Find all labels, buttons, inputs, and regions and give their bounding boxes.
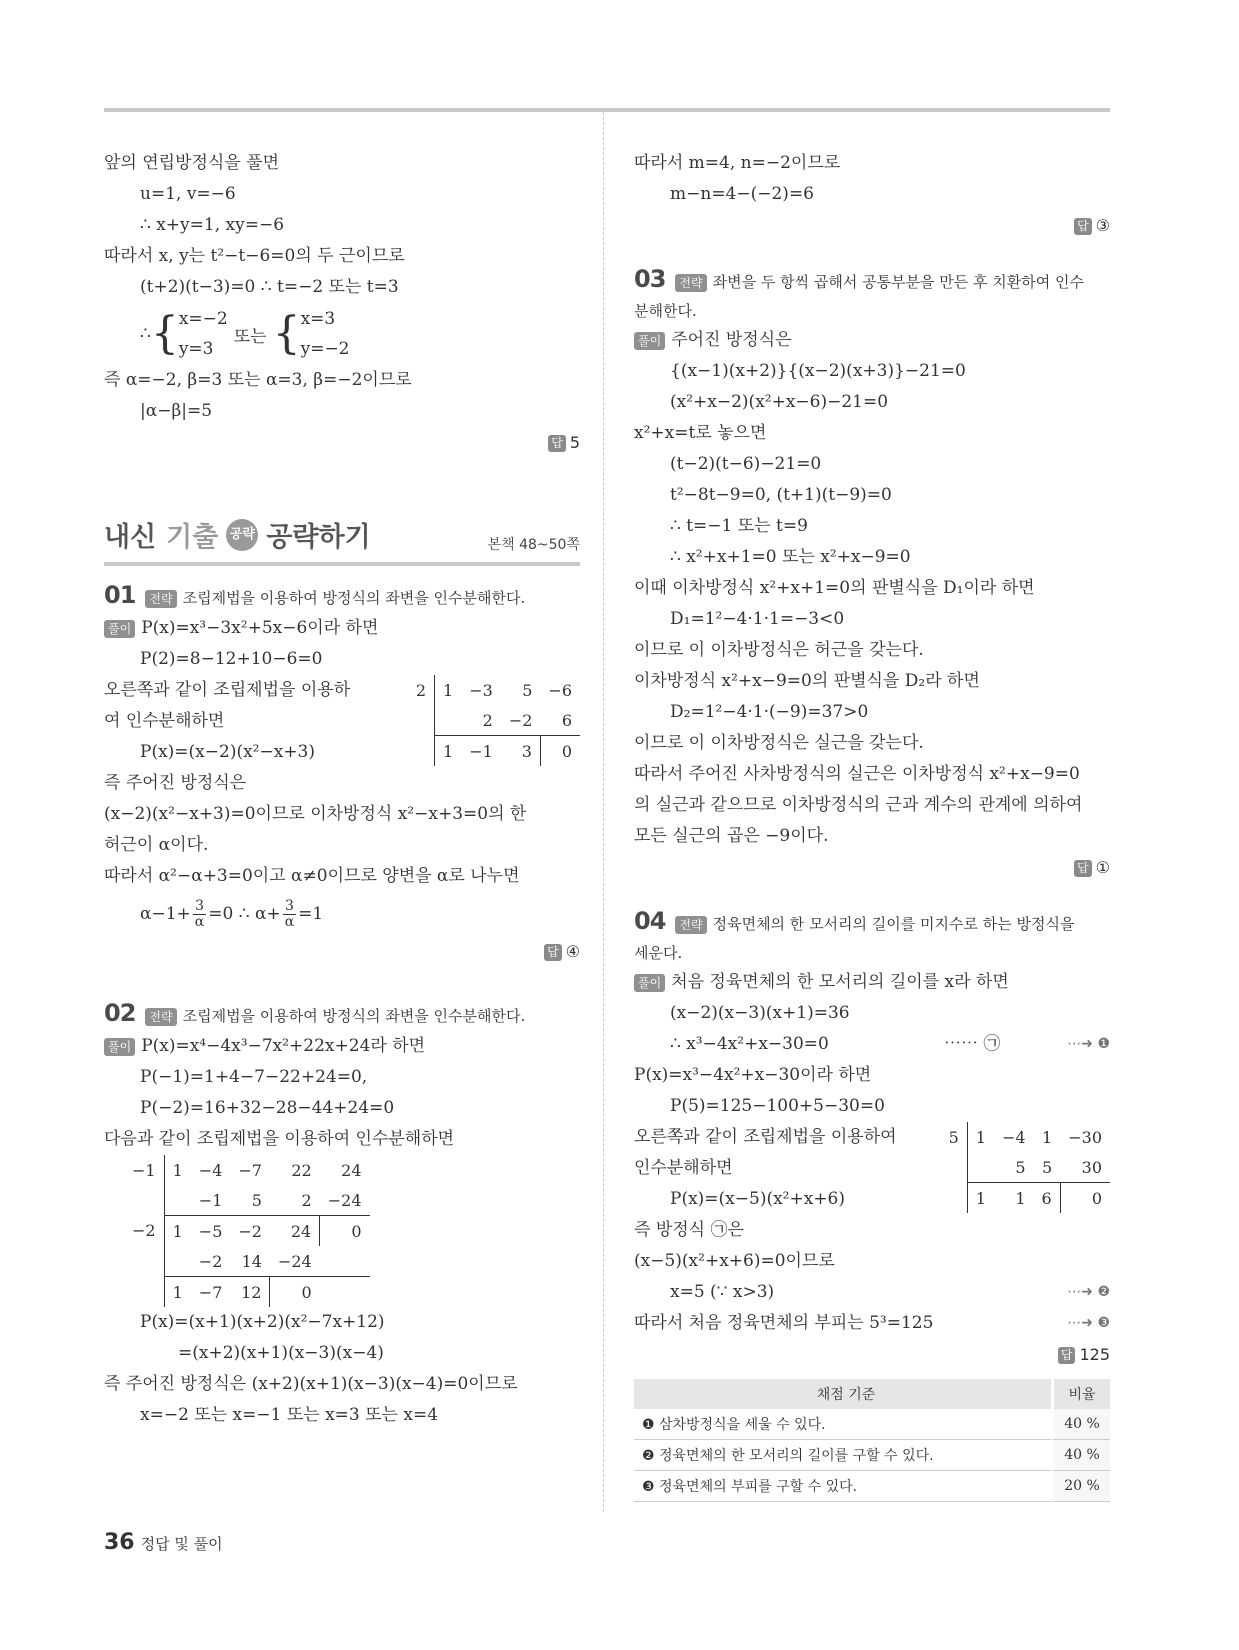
- text: D₂=1²−4·1·(−9)=37>0: [670, 702, 869, 722]
- coef-cell: 0: [320, 1216, 370, 1247]
- strategy-tag: 전략: [675, 916, 706, 934]
- text: 즉 방정식 ㉠은: [634, 1220, 744, 1240]
- text: 주어진 방정식은: [671, 330, 792, 350]
- text: 즉 주어진 방정식은: [104, 773, 247, 793]
- coef-cell: 14: [241, 1251, 262, 1271]
- strategy-tag: 전략: [145, 1008, 176, 1026]
- text: m−n=4−(−2)=6: [670, 184, 815, 204]
- text: P(2)=8−12+10−6=0: [140, 649, 323, 669]
- coef-cell: 1: [443, 680, 454, 700]
- text: ④: [565, 942, 580, 961]
- text: P(x)=(x+1)(x+2)(x²−7x+12): [140, 1312, 385, 1332]
- text: =1: [298, 904, 324, 924]
- section-header: [104, 515, 580, 566]
- column-divider: [603, 112, 604, 1512]
- coef-cell: 5: [1015, 1157, 1026, 1177]
- text: 답: [1058, 1347, 1076, 1364]
- text: ❷ 정육면체의 한 모서리의 길이를 구할 수 있다.: [634, 1440, 1051, 1471]
- text: 세운다.: [634, 944, 683, 962]
- cases-system: ∴ { x=−2 y=3 또는 { x=3 y=−2: [104, 303, 580, 365]
- coef-cell: 22: [291, 1160, 312, 1180]
- synthetic-division-table: [124, 1155, 370, 1307]
- strategy-tag: 전략: [675, 274, 706, 292]
- coef-cell: −2: [230, 1216, 270, 1247]
- text: ⋯⋯ ㉠: [944, 1034, 1001, 1054]
- text: 답: [1074, 218, 1092, 235]
- text: 기출: [166, 522, 219, 553]
- coef-cell: 1: [164, 1216, 191, 1247]
- problem-03: [634, 264, 1110, 884]
- text: P(−2)=16+32−28−44+24=0: [140, 1098, 395, 1118]
- text: {(x−1)(x+2)}{(x−2)(x+3)}−21=0: [670, 361, 966, 381]
- page-reference: 본책 48~50쪽: [487, 537, 580, 553]
- text: 내신: [104, 522, 157, 553]
- text: x=5 (∵ x>3): [670, 1282, 775, 1302]
- text: 오른쪽과 같이 조립제법을 이용하여: [634, 1127, 897, 1147]
- text: α−1+: [140, 904, 191, 924]
- text: ∴ x³−4x²+x−30=0: [670, 1034, 829, 1054]
- text: x=−2 또는 x=−1 또는 x=3 또는 x=4: [140, 1405, 439, 1425]
- coef-cell: 5: [251, 1190, 262, 1210]
- text: D₁=1²−4·1·1=−3<0: [670, 609, 845, 629]
- coef-cell: −7: [238, 1160, 262, 1180]
- text: 또는: [233, 326, 267, 347]
- text: P(5)=125−100+5−30=0: [670, 1096, 885, 1116]
- divisor-cell: [941, 1183, 968, 1214]
- text: x=−2: [178, 309, 228, 329]
- coef-cell: 0: [1060, 1183, 1110, 1214]
- answer: [104, 427, 580, 459]
- coef-cell: 1: [1042, 1127, 1053, 1147]
- text: ❸ 정육면체의 부피를 구할 수 있다.: [634, 1471, 1051, 1502]
- text: ❶ 삼차방정식을 세울 수 있다.: [634, 1409, 1051, 1440]
- solution-tag: 풀이: [104, 1038, 135, 1056]
- text: x=3: [300, 309, 336, 329]
- coef-cell: 0: [540, 736, 580, 767]
- divisor-cell: 5: [941, 1122, 968, 1152]
- coef-cell: 1: [994, 1183, 1034, 1214]
- coef-cell: −3: [469, 680, 493, 700]
- grading-table: [634, 1379, 1110, 1502]
- answer: [634, 1339, 1110, 1371]
- math-line: (t+2)(t−3)=0 ∴ t=−2 또는 t=3: [140, 277, 399, 297]
- text: P(x)=x³−4x²+x−30이라 하면: [634, 1065, 872, 1085]
- coef-cell: −6: [548, 680, 572, 700]
- coef-cell: 24: [270, 1216, 320, 1247]
- coef-cell: 3: [501, 736, 541, 767]
- coef-cell: 0: [270, 1277, 320, 1308]
- coef-cell: −7: [191, 1277, 231, 1308]
- coef-cell: 5: [522, 680, 533, 700]
- text: ∴ x²+x+1=0 또는 x²+x−9=0: [670, 547, 911, 567]
- text: 분해한다.: [634, 302, 697, 320]
- page-footer: [104, 1530, 223, 1555]
- answer: [104, 936, 580, 968]
- text: 이때 이차방정식 x²+x+1=0의 판별식을 D₁이라 하면: [634, 578, 1035, 598]
- section-badge-icon: 공략: [226, 519, 258, 551]
- solution-tag: 풀이: [634, 332, 665, 350]
- text: 20 %: [1051, 1471, 1110, 1502]
- text: y=3: [178, 339, 214, 359]
- right-column: [634, 148, 1110, 1502]
- text: 여 인수분해하면: [104, 711, 225, 731]
- text: x²+x=t로 놓으면: [634, 423, 767, 443]
- coef-cell: 1: [967, 1183, 994, 1214]
- answer: [634, 852, 1110, 884]
- coef-cell: 1: [435, 736, 462, 767]
- coef-cell: [320, 1277, 370, 1308]
- coef-cell: 1: [164, 1277, 191, 1308]
- divisor-cell: [124, 1277, 164, 1308]
- left-column: [104, 148, 580, 1431]
- text: 04: [634, 907, 666, 935]
- text: 02: [104, 999, 136, 1027]
- divisor-cell: [124, 1185, 164, 1216]
- text: 다음과 같이 조립제법을 이용하여 인수분해하면: [104, 1129, 455, 1149]
- coef-cell: −30: [1068, 1127, 1102, 1147]
- text: 따라서 α²−α+3=0이고 α≠0이므로 양변을 α로 나누면: [104, 866, 520, 886]
- divisor-cell: [124, 1246, 164, 1277]
- text: 따라서 m=4, n=−2이므로: [634, 153, 841, 173]
- text: 정육면체의 한 모서리의 길이를 미지수로 하는 방정식을: [712, 915, 1075, 933]
- footer-label: 정답 및 풀이: [140, 1535, 223, 1553]
- text: =(x+2)(x+1)(x−3)(x−4): [178, 1343, 384, 1363]
- coef-cell: −5: [191, 1216, 231, 1247]
- text: 이므로 이 이차방정식은 실근을 갖는다.: [634, 733, 924, 753]
- text: (x−2)(x²−x+3)=0이므로 이차방정식 x²−x+3=0의 한: [104, 804, 527, 824]
- text-line: 따라서 x, y는 t²−t−6=0의 두 근이므로: [104, 246, 405, 266]
- coef-cell: 24: [341, 1160, 362, 1180]
- coef-cell: −4: [198, 1160, 223, 1180]
- solution-tag: 풀이: [634, 974, 665, 992]
- divisor-cell: −1: [124, 1155, 164, 1185]
- coef-cell: [967, 1152, 994, 1183]
- text: α: [194, 914, 205, 930]
- solution-tag: 풀이: [104, 620, 135, 638]
- text: 따라서 처음 정육면체의 부피는 5³=125: [634, 1313, 934, 1333]
- math-line: |α−β|=5: [140, 401, 213, 421]
- coef-cell: [164, 1246, 191, 1277]
- text: 채점 기준: [634, 1379, 1051, 1409]
- problem-01: [104, 580, 580, 968]
- text: P(x)=(x−5)(x²+x+6): [670, 1189, 846, 1209]
- divisor-cell: [408, 705, 435, 736]
- text: 좌변을 두 항씩 곱해서 공통부분을 만든 후 치환하여 인수: [712, 273, 1085, 291]
- text: P(x)=x⁴−4x³−7x²+22x+24라 하면: [141, 1036, 426, 1056]
- text: 125: [1079, 1345, 1110, 1364]
- text: 이므로 이 이차방정식은 허근을 갖는다.: [634, 640, 924, 660]
- coef-cell: −1: [198, 1190, 223, 1210]
- coef-cell: −24: [327, 1190, 362, 1210]
- divisor-cell: [941, 1152, 968, 1183]
- text: P(−1)=1+4−7−22+24=0,: [140, 1067, 368, 1087]
- text: α: [284, 914, 295, 930]
- problem-04: [634, 906, 1110, 1502]
- text: 따라서 주어진 사차방정식의 실근은 이차방정식 x²+x−9=0: [634, 764, 1080, 784]
- text: ∴: [140, 324, 151, 344]
- synthetic-division-table: [941, 1122, 1110, 1213]
- text-line: 앞의 연립방정식을 풀면: [104, 153, 280, 173]
- coef-cell: 1: [975, 1127, 986, 1147]
- text: 즉 주어진 방정식은 (x+2)(x+1)(x−3)(x−4)=0이므로: [104, 1374, 518, 1394]
- text: 조립제법을 이용하여 방정식의 좌변을 인수분해한다.: [182, 1007, 526, 1025]
- coef-cell: 2: [301, 1190, 312, 1210]
- text: 모든 실근의 곱은 −9이다.: [634, 826, 829, 846]
- text: ③: [1095, 216, 1110, 235]
- step-marker: ⋯➜ ❶: [1067, 1036, 1110, 1052]
- text: 40 %: [1051, 1440, 1110, 1471]
- top-rule: [104, 108, 1110, 112]
- coef-cell: 6: [561, 710, 572, 730]
- text: P(x)=(x−2)(x²−x+3): [140, 742, 316, 762]
- step-marker: ⋯➜ ❷: [1067, 1284, 1110, 1300]
- step-marker: ⋯➜ ❸: [1067, 1315, 1110, 1331]
- text: (t−2)(t−6)−21=0: [670, 454, 822, 474]
- text: 조립제법을 이용하여 방정식의 좌변을 인수분해한다.: [182, 589, 526, 607]
- strategy-tag: 전략: [145, 590, 176, 608]
- math-line: ∴ x+y=1, xy=−6: [140, 215, 285, 235]
- math-line: u=1, v=−6: [140, 184, 236, 204]
- text: 오른쪽과 같이 조립제법을 이용하: [104, 680, 351, 700]
- coef-cell: 12: [230, 1277, 270, 1308]
- text: (x²+x−2)(x²+x−6)−21=0: [670, 392, 889, 412]
- coef-cell: −2: [508, 710, 533, 730]
- text: 3: [283, 899, 296, 915]
- answer: [634, 210, 1110, 242]
- text: 5: [569, 433, 580, 452]
- divisor-cell: −2: [124, 1216, 164, 1247]
- text: ∴ t=−1 또는 t=9: [670, 516, 808, 536]
- coef-cell: [164, 1185, 191, 1216]
- text: 01: [104, 581, 136, 609]
- text: 03: [634, 265, 666, 293]
- coef-cell: [320, 1246, 370, 1277]
- page-number: 36: [104, 1530, 135, 1555]
- text: 인수분해하면: [634, 1158, 733, 1178]
- text: 허근이 α이다.: [104, 835, 209, 855]
- text-line: 즉 α=−2, β=3 또는 α=3, β=−2이므로: [104, 370, 412, 390]
- text: 공략하기: [266, 522, 371, 553]
- text: ①: [1095, 858, 1110, 877]
- divisor-cell: [408, 736, 435, 767]
- text: 40 %: [1051, 1409, 1110, 1440]
- coef-cell: −4: [1001, 1127, 1026, 1147]
- text: t²−8t−9=0, (t+1)(t−9)=0: [670, 485, 892, 505]
- coef-cell: −2: [198, 1251, 223, 1271]
- coef-cell: 5: [1042, 1157, 1053, 1177]
- coef-cell: 30: [1081, 1157, 1102, 1177]
- coef-cell: 1: [172, 1160, 183, 1180]
- problem-02: [104, 998, 580, 1431]
- coef-cell: 2: [482, 710, 493, 730]
- coef-cell: −1: [461, 736, 501, 767]
- text: 이차방정식 x²+x−9=0의 판별식을 D₂라 하면: [634, 671, 980, 691]
- coef-cell: −24: [277, 1251, 312, 1271]
- text: 처음 정육면체의 한 모서리의 길이를 x라 하면: [671, 972, 1009, 992]
- text: 답: [1074, 860, 1092, 877]
- divisor-cell: 2: [408, 675, 435, 705]
- text: 비율: [1051, 1379, 1110, 1409]
- synthetic-division-table: [408, 675, 580, 766]
- text: =0 ∴ α+: [208, 904, 281, 924]
- coef-cell: [435, 705, 462, 736]
- text: y=−2: [300, 339, 350, 359]
- text: (x−5)(x²+x+6)=0이므로: [634, 1251, 835, 1271]
- coef-cell: 6: [1034, 1183, 1061, 1214]
- text: P(x)=x³−3x²+5x−6이라 하면: [141, 618, 379, 638]
- text: 답: [544, 944, 562, 961]
- text: (x−2)(x−3)(x+1)=36: [670, 1003, 850, 1023]
- text: 답: [548, 435, 566, 452]
- text: 3: [193, 899, 206, 915]
- text: 의 실근과 같으므로 이차방정식의 근과 계수의 관계에 의하여: [634, 795, 1083, 815]
